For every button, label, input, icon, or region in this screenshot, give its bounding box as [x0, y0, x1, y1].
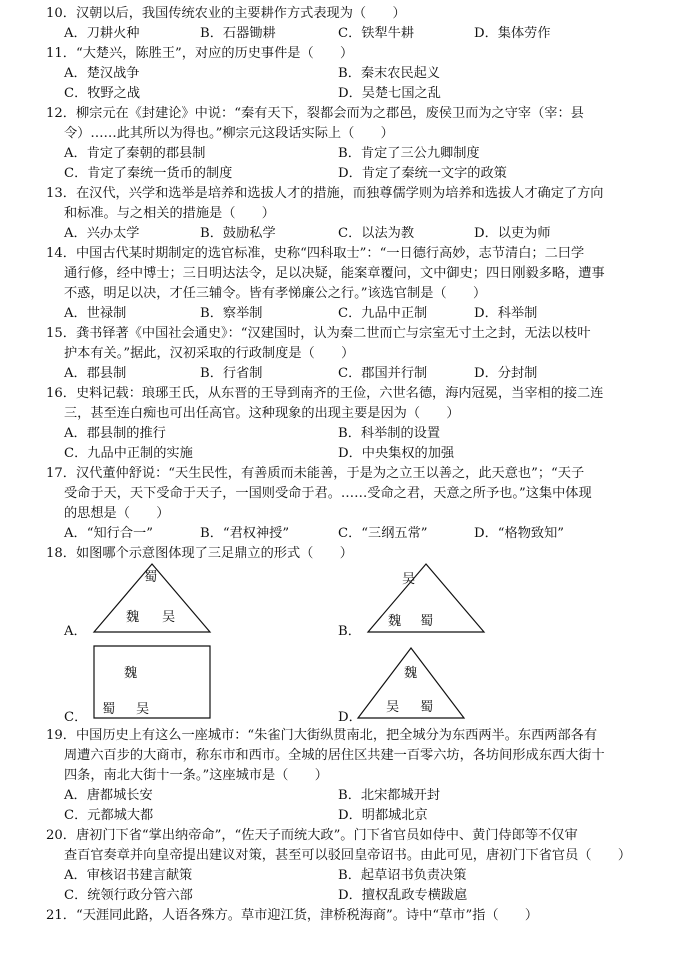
q16-stem-line1: 16．史料记载：琅琊王氏，从东晋的王导到南齐的王俭，六世名德，海内冠冕，当宰相的接二连	[46, 386, 604, 401]
q13-option-d: D．以吏为师	[474, 226, 551, 241]
triangle-d-left: 吴	[386, 700, 400, 715]
q17-option-d: D．“格物致知”	[474, 526, 564, 541]
triangle-b-left: 魏	[388, 614, 402, 629]
q15-stem-line1: 15．龚书铎著《中国社会通史》：“汉建国时，认为秦二世而亡与宗室无寸土之封，无法以枝叶	[46, 326, 591, 341]
q17-option-c: C．“三纲五常”	[338, 526, 428, 541]
q15-stem-line2: 护本有关。”据此，汉初采取的行政制度是（ ）	[64, 346, 355, 361]
q18-diagram-d	[356, 646, 466, 720]
q13-stem-line1: 13．在汉代，兴学和选举是培养和选拔人才的措施，而独尊儒学则为培养和选拔人才确定了方向	[46, 186, 604, 201]
q10-option-d: D．集体劳作	[474, 26, 551, 41]
q15-option-d: D．分封制	[474, 366, 538, 381]
q10-option-b: B．石器锄耕	[200, 26, 276, 41]
q16-option-b: B．科举制的设置	[338, 426, 441, 441]
q17-stem-line1: 17．汉代董仲舒说：“天生民性，有善质而未能善，于是为之立王以善之，此天意也”；“天子	[46, 466, 585, 481]
q12-stem-line2: 令）……此其所以为得也。”柳宗元这段话实际上（ ）	[64, 126, 394, 141]
q11-option-a: A．楚汉战争	[64, 66, 140, 81]
q12-stem-line1: 12．柳宗元在《封建论》中说：“秦有天下，裂都会而为之郡邑，废侯卫而为之守宰（宰：县	[46, 106, 584, 121]
q15-option-b: B．行省制	[200, 366, 263, 381]
triangle-d-shape	[356, 646, 466, 720]
q19-option-a: A．唐都城长安	[64, 788, 153, 803]
q17-option-b: B．“君权神授”	[200, 526, 290, 541]
q14-option-d: D．科举制	[474, 306, 538, 321]
q13-option-c: C．以法为教	[338, 226, 415, 241]
triangle-d-top: 魏	[404, 666, 418, 681]
q18-diagram-b	[366, 562, 486, 634]
q18-label-d: D．	[338, 710, 362, 725]
q14-stem-line1: 14．中国古代某时期制定的选官标准，史称“四科取士”：“一日德行高妙，志节清白；二曰学	[46, 246, 585, 261]
q18-stem: 18．如图哪个示意图体现了三足鼎立的形式（ ）	[46, 546, 353, 561]
q10-option-a: A．刀耕火种	[64, 26, 140, 41]
q10-option-c: C．铁犁牛耕	[338, 26, 415, 41]
q14-stem-line3: 不惑，明足以决，才任三辅令。皆有孝悌廉公之行。”该选官制是（ ）	[64, 286, 487, 301]
q19-stem-line1: 19．中国历史上有这么一座城市：“朱雀门大街纵贯南北，把全城分为东西两半。东西两部各有	[46, 728, 598, 743]
q19-stem-line3: 四条，南北大街十一条。”这座城市是（ ）	[64, 768, 328, 783]
q18-label-c: C．	[64, 710, 88, 725]
q12-option-d: D．肯定了秦统一文字的政策	[338, 166, 507, 181]
q11-stem: 11．“大楚兴，陈胜王”，对应的历史事件是（ ）	[46, 46, 354, 61]
q14-option-c: C．九品中正制	[338, 306, 428, 321]
q14-option-b: B．察举制	[200, 306, 263, 321]
q18-diagram-c	[92, 644, 212, 720]
q16-stem-line2: 三，甚至连白痴也可出任高官。这种现象的出现主要是因为（ ）	[64, 406, 460, 421]
q12-option-a: A．肯定了秦朝的郡县制	[64, 146, 206, 161]
q15-option-c: C．郡国并行制	[338, 366, 428, 381]
triangle-d-right: 蜀	[420, 700, 434, 715]
triangle-a-top: 蜀	[144, 570, 158, 585]
triangle-c-left: 蜀	[102, 702, 116, 717]
triangle-b-right: 蜀	[420, 614, 434, 629]
q16-option-d: D．中央集权的加强	[338, 446, 455, 461]
q13-stem-line2: 和标准。与之相关的措施是（ ）	[64, 206, 275, 221]
q10-stem: 10．汉朝以后，我国传统农业的主要耕作方式表现为（ ）	[46, 6, 406, 21]
q19-stem-line2: 周遭六百步的大商市，称东市和西市。全城的居住区共建一百零六坊，各坊间形成东西大街十	[64, 748, 605, 763]
q12-option-c: C．肯定了秦统一货币的制度	[64, 166, 233, 181]
q20-option-a: A．审核诏书建言献策	[64, 868, 193, 883]
triangle-c-top: 魏	[124, 666, 138, 681]
q11-option-b: B．秦末农民起义	[338, 66, 441, 81]
q13-option-b: B．鼓励私学	[200, 226, 276, 241]
q16-option-c: C．九品中正制的实施	[64, 446, 193, 461]
q18-diagram-a	[92, 562, 212, 634]
q16-option-a: A．郡县制的推行	[64, 426, 166, 441]
q19-option-c: C．元都城大都	[64, 808, 154, 823]
q21-stem: 21．“天涯同此路，人语各殊方。草市迎江货，津桥税海商”。诗中“草市”指（ ）	[46, 908, 539, 923]
q18-label-b: B．	[338, 624, 361, 639]
triangle-c-right: 吴	[136, 702, 150, 717]
q20-stem-line1: 20．唐初门下省“掌出纳帝命”，“佐天子而统大政”。门下省官员如侍中、黄门侍郎等不仅审	[46, 828, 578, 843]
q17-stem-line2: 受命于天，天下受命于天子，一国则受命于君。……受命之君，天意之所予也。”这集中体现	[64, 486, 592, 501]
q19-option-b: B．北宋都城开封	[338, 788, 441, 803]
triangle-a-left: 魏	[126, 610, 140, 625]
q17-stem-line3: 的思想是（ ）	[64, 506, 170, 521]
q13-option-a: A．兴办太学	[64, 226, 140, 241]
q15-option-a: A．郡县制	[64, 366, 127, 381]
q18-label-a: A．	[64, 624, 87, 639]
q20-option-b: B．起草诏书负责决策	[338, 868, 467, 883]
q11-option-d: D．吴楚七国之乱	[338, 86, 441, 101]
q11-option-c: C．牧野之战	[64, 86, 141, 101]
q20-option-c: C．统领行政分管六部	[64, 888, 193, 903]
q20-stem-line2: 查百官奏章并向皇帝提出建议对策，甚至可以驳回皇帝诏书。由此可见，唐初门下省官员（ ）	[64, 848, 632, 863]
triangle-b-top: 吴	[402, 572, 416, 587]
q20-option-d: D．擅权乱政专横跋扈	[338, 888, 468, 903]
q17-option-a: A．“知行合一”	[64, 526, 153, 541]
q14-stem-line2: 通行修，经中博士；三日明达法令，足以决疑，能案章覆问，文中御史；四日刚毅多略，遭事	[64, 266, 605, 281]
q14-option-a: A．世禄制	[64, 306, 127, 321]
q12-option-b: B．肯定了三公九卿制度	[338, 146, 480, 161]
triangle-a-right: 吴	[162, 610, 176, 625]
q19-option-d: D．明都城北京	[338, 808, 428, 823]
